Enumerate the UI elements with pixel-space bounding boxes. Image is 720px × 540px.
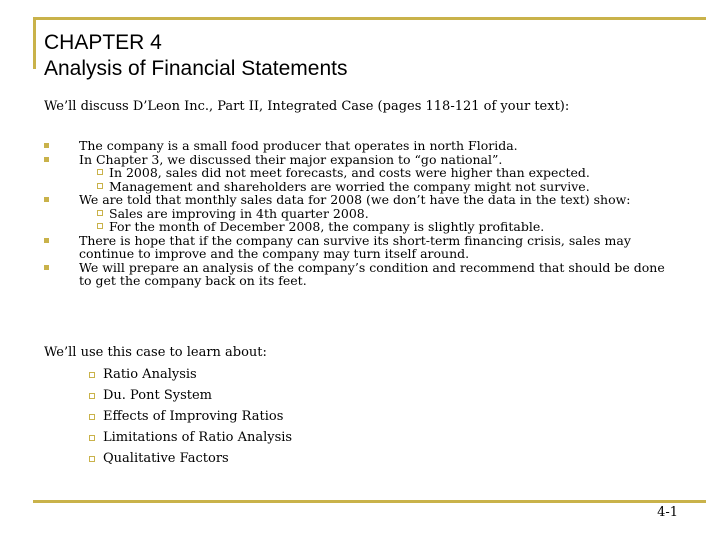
hollow-square-bullet-icon — [89, 435, 95, 441]
topic-text: Effects of Improving Ratios — [103, 409, 284, 424]
bullet-text: The company is a small food producer that operates in north Florida. — [79, 138, 518, 153]
hollow-square-bullet-icon — [97, 223, 103, 229]
square-bullet-icon — [44, 143, 49, 148]
hollow-square-bullet-icon — [97, 210, 103, 216]
slide-title — [44, 30, 347, 82]
square-bullet-icon — [44, 197, 49, 202]
sub-bullet-text: For the month of December 2008, the company is slightly profitable. — [109, 219, 545, 234]
sub-bullet-list — [79, 207, 674, 234]
sub-bullet-list — [79, 166, 674, 193]
list-item — [44, 139, 674, 153]
sub-bullet-text: Sales are improving in 4th quarter 2008. — [109, 205, 369, 221]
hollow-square-bullet-icon — [89, 372, 95, 378]
list-item — [89, 427, 292, 448]
list-item — [79, 166, 674, 180]
topic-text: Ratio Analysis — [103, 367, 197, 382]
left-rule — [33, 17, 36, 69]
bullet-text: We will prepare an analysis of the company’s condition and recommend that should be done to get the company back on its feet. — [79, 259, 665, 288]
list-item — [89, 385, 292, 406]
bottom-rule — [33, 500, 706, 503]
case-heading: We’ll use this case to learn about: — [44, 345, 267, 360]
hollow-square-bullet-icon — [89, 414, 95, 420]
hollow-square-bullet-icon — [97, 169, 103, 175]
intro-text: We’ll discuss D’Leon Inc., Part II, Integrated Case (pages 118-121 of your text): — [44, 99, 570, 114]
topic-text: Du. Pont System — [103, 388, 213, 403]
hollow-square-bullet-icon — [89, 393, 95, 399]
topic-text: Limitations of Ratio Analysis — [103, 430, 293, 445]
list-item — [89, 406, 292, 427]
slide-number: 4-1 — [657, 505, 678, 520]
sub-bullet-text: In 2008, sales did not meet forecasts, and costs were higher than expected. — [109, 165, 590, 180]
list-item — [44, 153, 674, 194]
list-item — [89, 448, 292, 469]
list-item — [79, 207, 674, 221]
hollow-square-bullet-icon — [97, 183, 103, 189]
list-item — [89, 364, 292, 385]
title-line-1: CHAPTER 4 — [44, 31, 162, 54]
bullet-list — [44, 139, 674, 288]
bullet-text: In Chapter 3, we discussed their major expansion to “go national”. — [79, 151, 503, 167]
sub-bullet-text: Management and shareholders are worried the company might not survive. — [109, 178, 590, 194]
square-bullet-icon — [44, 238, 49, 243]
square-bullet-icon — [44, 157, 49, 162]
topic-list — [89, 364, 292, 469]
bullet-text: There is hope that if the company can survive its short-term financing crisis, sales may continue to improve and the company may turn itself around. — [79, 232, 631, 261]
topic-text: Qualitative Factors — [103, 451, 229, 466]
list-item — [44, 261, 674, 288]
top-rule — [33, 17, 706, 20]
list-item — [44, 193, 674, 234]
list-item — [44, 234, 674, 261]
square-bullet-icon — [44, 265, 49, 270]
title-line-2: Analysis of Financial Statements — [44, 57, 348, 80]
bullet-text: We are told that monthly sales data for 2008 (we don’t have the data in the text) show: — [79, 192, 631, 207]
list-item — [79, 220, 674, 234]
list-item — [79, 180, 674, 194]
hollow-square-bullet-icon — [89, 456, 95, 462]
